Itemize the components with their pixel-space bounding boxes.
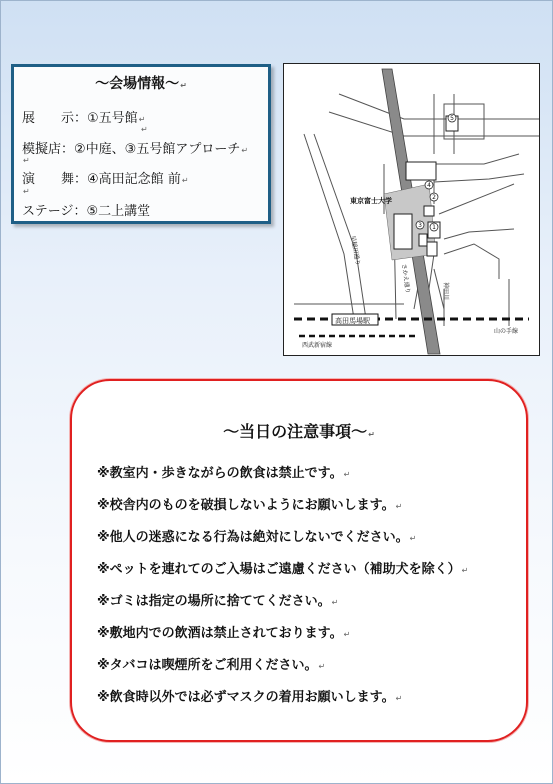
notice-item: ※校舎内のものを破損しないようにお願いします。↵: [97, 498, 403, 513]
marker-2: 2: [432, 194, 436, 201]
empty-line: ↵: [23, 187, 30, 196]
seibu-line-label: 西武新宿線: [302, 342, 333, 349]
venue-value: ⑤二上講堂: [86, 204, 151, 219]
marker-4: 4: [427, 182, 431, 189]
campus-map: [283, 63, 540, 356]
kanda-river-label: 神田川: [442, 282, 449, 301]
venue-value: ②中庭、③五号館アプローチ: [74, 142, 241, 157]
notice-title: ～当日の注意事項～↵: [223, 422, 375, 441]
sakae-street-label: さかえ通り: [400, 263, 412, 295]
notice-item: ※ゴミは指定の場所に捨ててください。↵: [97, 594, 339, 609]
venue-line-stalls: 模擬店：②中庭、③五号館アプローチ↵: [22, 138, 248, 157]
map-drawing: [284, 64, 539, 355]
venue-label: ステージ: [22, 204, 74, 219]
venue-value: ④高田記念館 前: [87, 172, 181, 187]
waseda-street-label: 早稲田通り: [349, 235, 362, 266]
venue-info-title: ～会場情報～↵: [95, 76, 187, 92]
venue-line-stage: ステージ：⑤二上講堂: [22, 200, 150, 219]
marker-1: 1: [432, 224, 436, 231]
university-label: 東京富士大学: [350, 197, 392, 205]
venue-value: ①五号館: [87, 111, 138, 126]
empty-line: ↵: [141, 125, 148, 134]
station-label: 高田馬場駅: [335, 317, 370, 325]
notice-item: ※教室内・歩きながらの飲食は禁止です。↵: [97, 466, 351, 481]
notice-item: ※ペットを連れてのご入場はご遠慮ください（補助犬を除く）↵: [97, 562, 469, 577]
venue-label: 演 舞: [22, 172, 75, 187]
venue-line-exhibit: 展 示：①五号館↵: [22, 107, 145, 126]
notice-item: ※他人の迷惑になる行為は絶対にしないでください。↵: [97, 530, 417, 545]
marker-5: 5: [450, 115, 454, 122]
marker-3: 3: [418, 222, 422, 229]
venue-label: 展 示: [22, 111, 75, 126]
venue-info-box: [11, 64, 271, 224]
notice-item: ※飲食時以外では必ずマスクの着用お願いします。↵: [97, 690, 403, 705]
yamanote-line-label: 山の手線: [494, 328, 519, 335]
empty-line: ↵: [23, 156, 30, 165]
notice-box: [70, 379, 528, 742]
venue-label: 模擬店: [22, 142, 62, 157]
venue-line-dance: 演 舞：④高田記念館 前↵: [22, 168, 189, 187]
notice-item: ※タバコは喫煙所をご利用ください。↵: [97, 658, 326, 673]
notice-item: ※敷地内での飲酒は禁止されております。↵: [97, 626, 351, 641]
